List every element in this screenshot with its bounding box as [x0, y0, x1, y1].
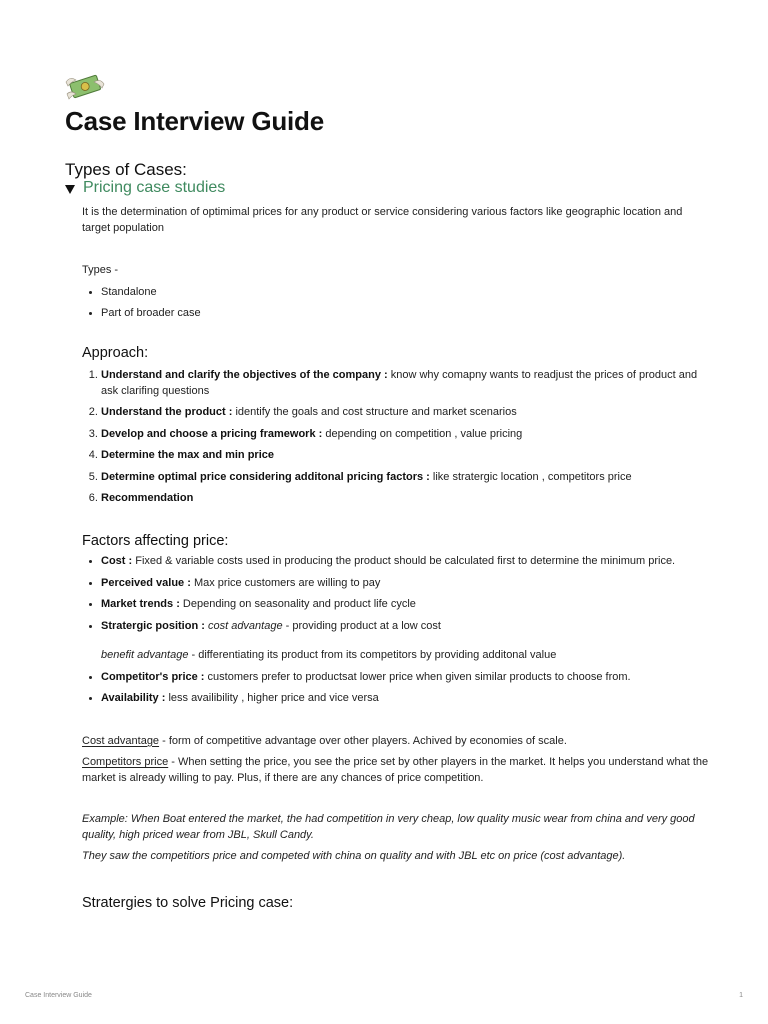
approach-bold: Develop and choose a pricing framework : — [101, 427, 323, 440]
approach-bold: Understand the product : — [101, 406, 233, 418]
factor-text: Depending on seasonality and product life cycle — [179, 598, 416, 610]
toggle-content — [82, 205, 712, 911]
example-italic: Example: When Boat entered the market, the had competition in very cheap, low quality music wear from china and very good quality, high priced wear from JBL, Skull Candy. — [82, 813, 695, 841]
approach-heading: Approach: — [82, 344, 149, 361]
cost-advantage-paragraph — [82, 734, 712, 750]
page-title: Case Interview Guide — [65, 106, 324, 136]
list-item — [101, 554, 712, 570]
types-list — [82, 285, 712, 322]
approach-bold: Understand and clarify the objectives of the company : — [101, 369, 388, 381]
factor-bold: Availability : — [101, 692, 166, 704]
factor-text: Max price customers are willing to pay — [190, 576, 381, 589]
cost-advantage-text: - form of competitive advantage over other players. Achived by economies of scale. — [159, 734, 567, 747]
list-item — [101, 691, 712, 707]
factor-text: - providing product at a low cost — [282, 619, 441, 632]
approach-bold: Determine the max and min price — [101, 449, 274, 461]
list-item — [101, 448, 712, 464]
pricing-toggle[interactable] — [65, 179, 225, 197]
list-item — [101, 427, 712, 443]
example-italic: They saw the competitiors price and competed with china on quality and with JBL etc on price (cost advantage). — [82, 850, 626, 862]
types-label: Types - — [82, 264, 119, 276]
list-item — [101, 491, 712, 507]
factors-list — [82, 554, 712, 707]
approach-text: like stratergic location , competitors price — [429, 470, 632, 483]
factor-italic: cost advantage — [207, 619, 283, 632]
list-item — [101, 368, 712, 399]
competitors-price-text: - When setting the price, you see the price set by other players in the market. It helps you understand what the market is already willing to pay. Plus, if there are any chances of price competition. — [82, 756, 709, 784]
factor-bold: Competitor's price : — [101, 670, 205, 683]
factor-text: Fixed & variable costs used in producing the product should be calculated first to determine the minimum price. — [132, 555, 676, 567]
factor-bold: Cost : — [101, 555, 133, 567]
factor-bold: Stratergic position : — [101, 619, 205, 632]
list-item — [101, 576, 712, 592]
factor-text: customers prefer to productsat lower price when given similar products to choose from. — [204, 670, 631, 683]
benefit-advantage-text — [101, 648, 712, 664]
list-item — [101, 597, 712, 613]
list-item — [101, 470, 712, 486]
approach-text: depending on competition , value pricing — [322, 427, 523, 440]
approach-bold: Determine optimal price considering additonal pricing factors : — [101, 470, 430, 483]
benefit-italic: benefit advantage — [101, 649, 189, 661]
toggle-label[interactable]: Pricing case studies — [83, 179, 226, 196]
list-item — [101, 405, 712, 421]
intro-text: It is the determination of optimimal prices for any product or service considering various factors like geographic location and target population — [82, 206, 683, 234]
footer-title: Case Interview Guide — [25, 992, 92, 999]
triangle-down-icon[interactable] — [65, 185, 75, 194]
cost-advantage-term: Cost advantage — [82, 734, 160, 747]
types-heading: Types of Cases: — [65, 160, 187, 179]
money-with-wings-icon — [64, 68, 106, 104]
factor-bold: Market trends : — [101, 598, 180, 610]
list-item — [101, 670, 712, 686]
list-item: • Standalone — [101, 285, 712, 301]
example-text-2 — [82, 849, 712, 865]
strategies-heading: Stratergies to solve Pricing case: — [82, 894, 294, 911]
approach-list — [82, 368, 712, 507]
factor-text: less availibility , higher price and vice versa — [165, 692, 379, 704]
competitors-price-paragraph — [82, 755, 712, 786]
list-item — [101, 619, 712, 664]
benefit-text: - differentiating its product from its competitors by providing additonal value — [188, 649, 557, 661]
approach-bold: Recommendation — [101, 492, 194, 504]
approach-text: know why comapny wants to readjust the prices of product and ask clarifing questions — [101, 369, 698, 397]
list-item: • Part of broader case — [101, 306, 712, 322]
factor-bold: Perceived value : — [101, 576, 191, 589]
approach-text: identify the goals and cost structure and market scenarios — [232, 406, 517, 418]
example-text-1 — [82, 812, 712, 843]
competitors-price-term: Competitors price — [82, 756, 169, 768]
factors-heading: Factors affecting price: — [82, 532, 229, 549]
page-number: 1 — [739, 992, 743, 999]
